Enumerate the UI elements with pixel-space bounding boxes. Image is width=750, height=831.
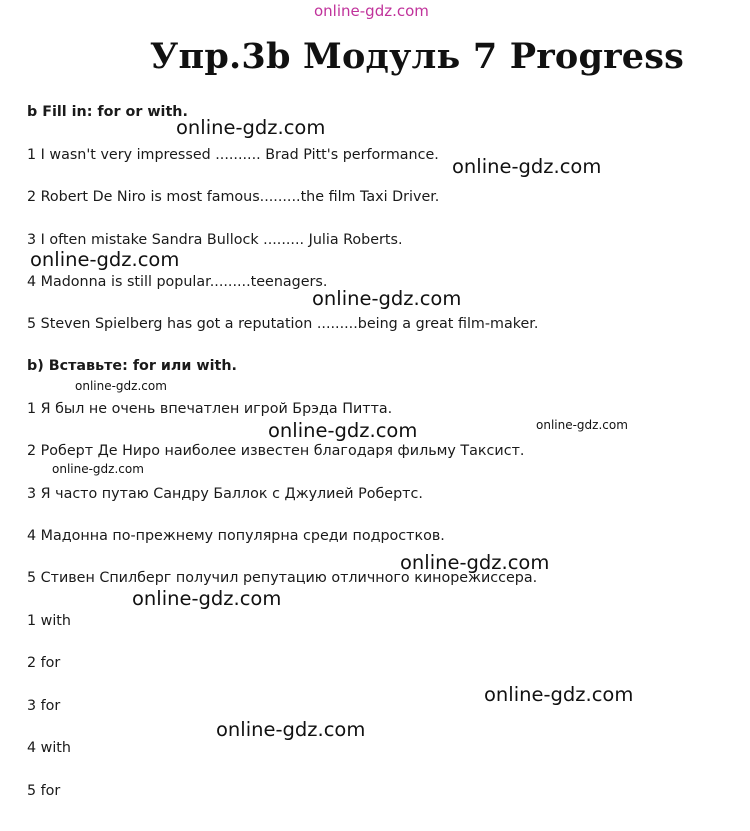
en-sentence-4: 4 Madonna is still popular.........teenagers. (27, 274, 328, 290)
watermark-large: online-gdz.com (400, 551, 550, 574)
watermark-large: online-gdz.com (176, 116, 326, 139)
watermark-small: online-gdz.com (52, 462, 144, 476)
ru-sentence-2: 2 Роберт Де Ниро наиболее известен благодаря фильму Таксист. (27, 443, 525, 459)
watermark-small: online-gdz.com (536, 418, 628, 432)
answer-3: 3 for (27, 698, 61, 714)
section-ru-heading: b) Вставьте: for или with. (27, 358, 237, 374)
watermark-large: online-gdz.com (216, 718, 366, 741)
answer-1: 1 with (27, 613, 71, 629)
watermark-small: online-gdz.com (75, 379, 167, 393)
en-sentence-5: 5 Steven Spielberg has got a reputation .........being a great film-maker. (27, 316, 539, 332)
watermark-large: online-gdz.com (312, 287, 462, 310)
en-sentence-2: 2 Robert De Niro is most famous.........the film Taxi Driver. (27, 189, 440, 205)
ru-sentence-4: 4 Мадонна по-прежнему популярна среди подростков. (27, 528, 445, 544)
en-sentence-1: 1 I wasn't very impressed .......... Brad Pitt's performance. (27, 147, 439, 163)
answer-4: 4 with (27, 740, 71, 756)
answer-2: 2 for (27, 655, 61, 671)
en-sentence-3: 3 I often mistake Sandra Bullock ......... Julia Roberts. (27, 232, 403, 248)
ru-sentence-3: 3 Я часто путаю Сандру Баллок с Джулией Робертс. (27, 486, 423, 502)
watermark-large: online-gdz.com (452, 155, 602, 178)
page-title: Упр.3b Модуль 7 Progress (149, 36, 685, 77)
watermark-large: online-gdz.com (132, 587, 282, 610)
ru-sentence-5: 5 Стивен Спилберг получил репутацию отличного кинорежиссера. (27, 570, 538, 586)
watermark-large: online-gdz.com (30, 248, 180, 271)
answer-5: 5 for (27, 783, 61, 799)
ru-sentence-1: 1 Я был не очень впечатлен игрой Брэда Питта. (27, 401, 393, 417)
watermark-large: online-gdz.com (268, 419, 418, 442)
watermark-large: online-gdz.com (484, 683, 634, 706)
watermark-top: online-gdz.com (314, 2, 429, 20)
section-en-heading: b Fill in: for or with. (27, 104, 188, 120)
